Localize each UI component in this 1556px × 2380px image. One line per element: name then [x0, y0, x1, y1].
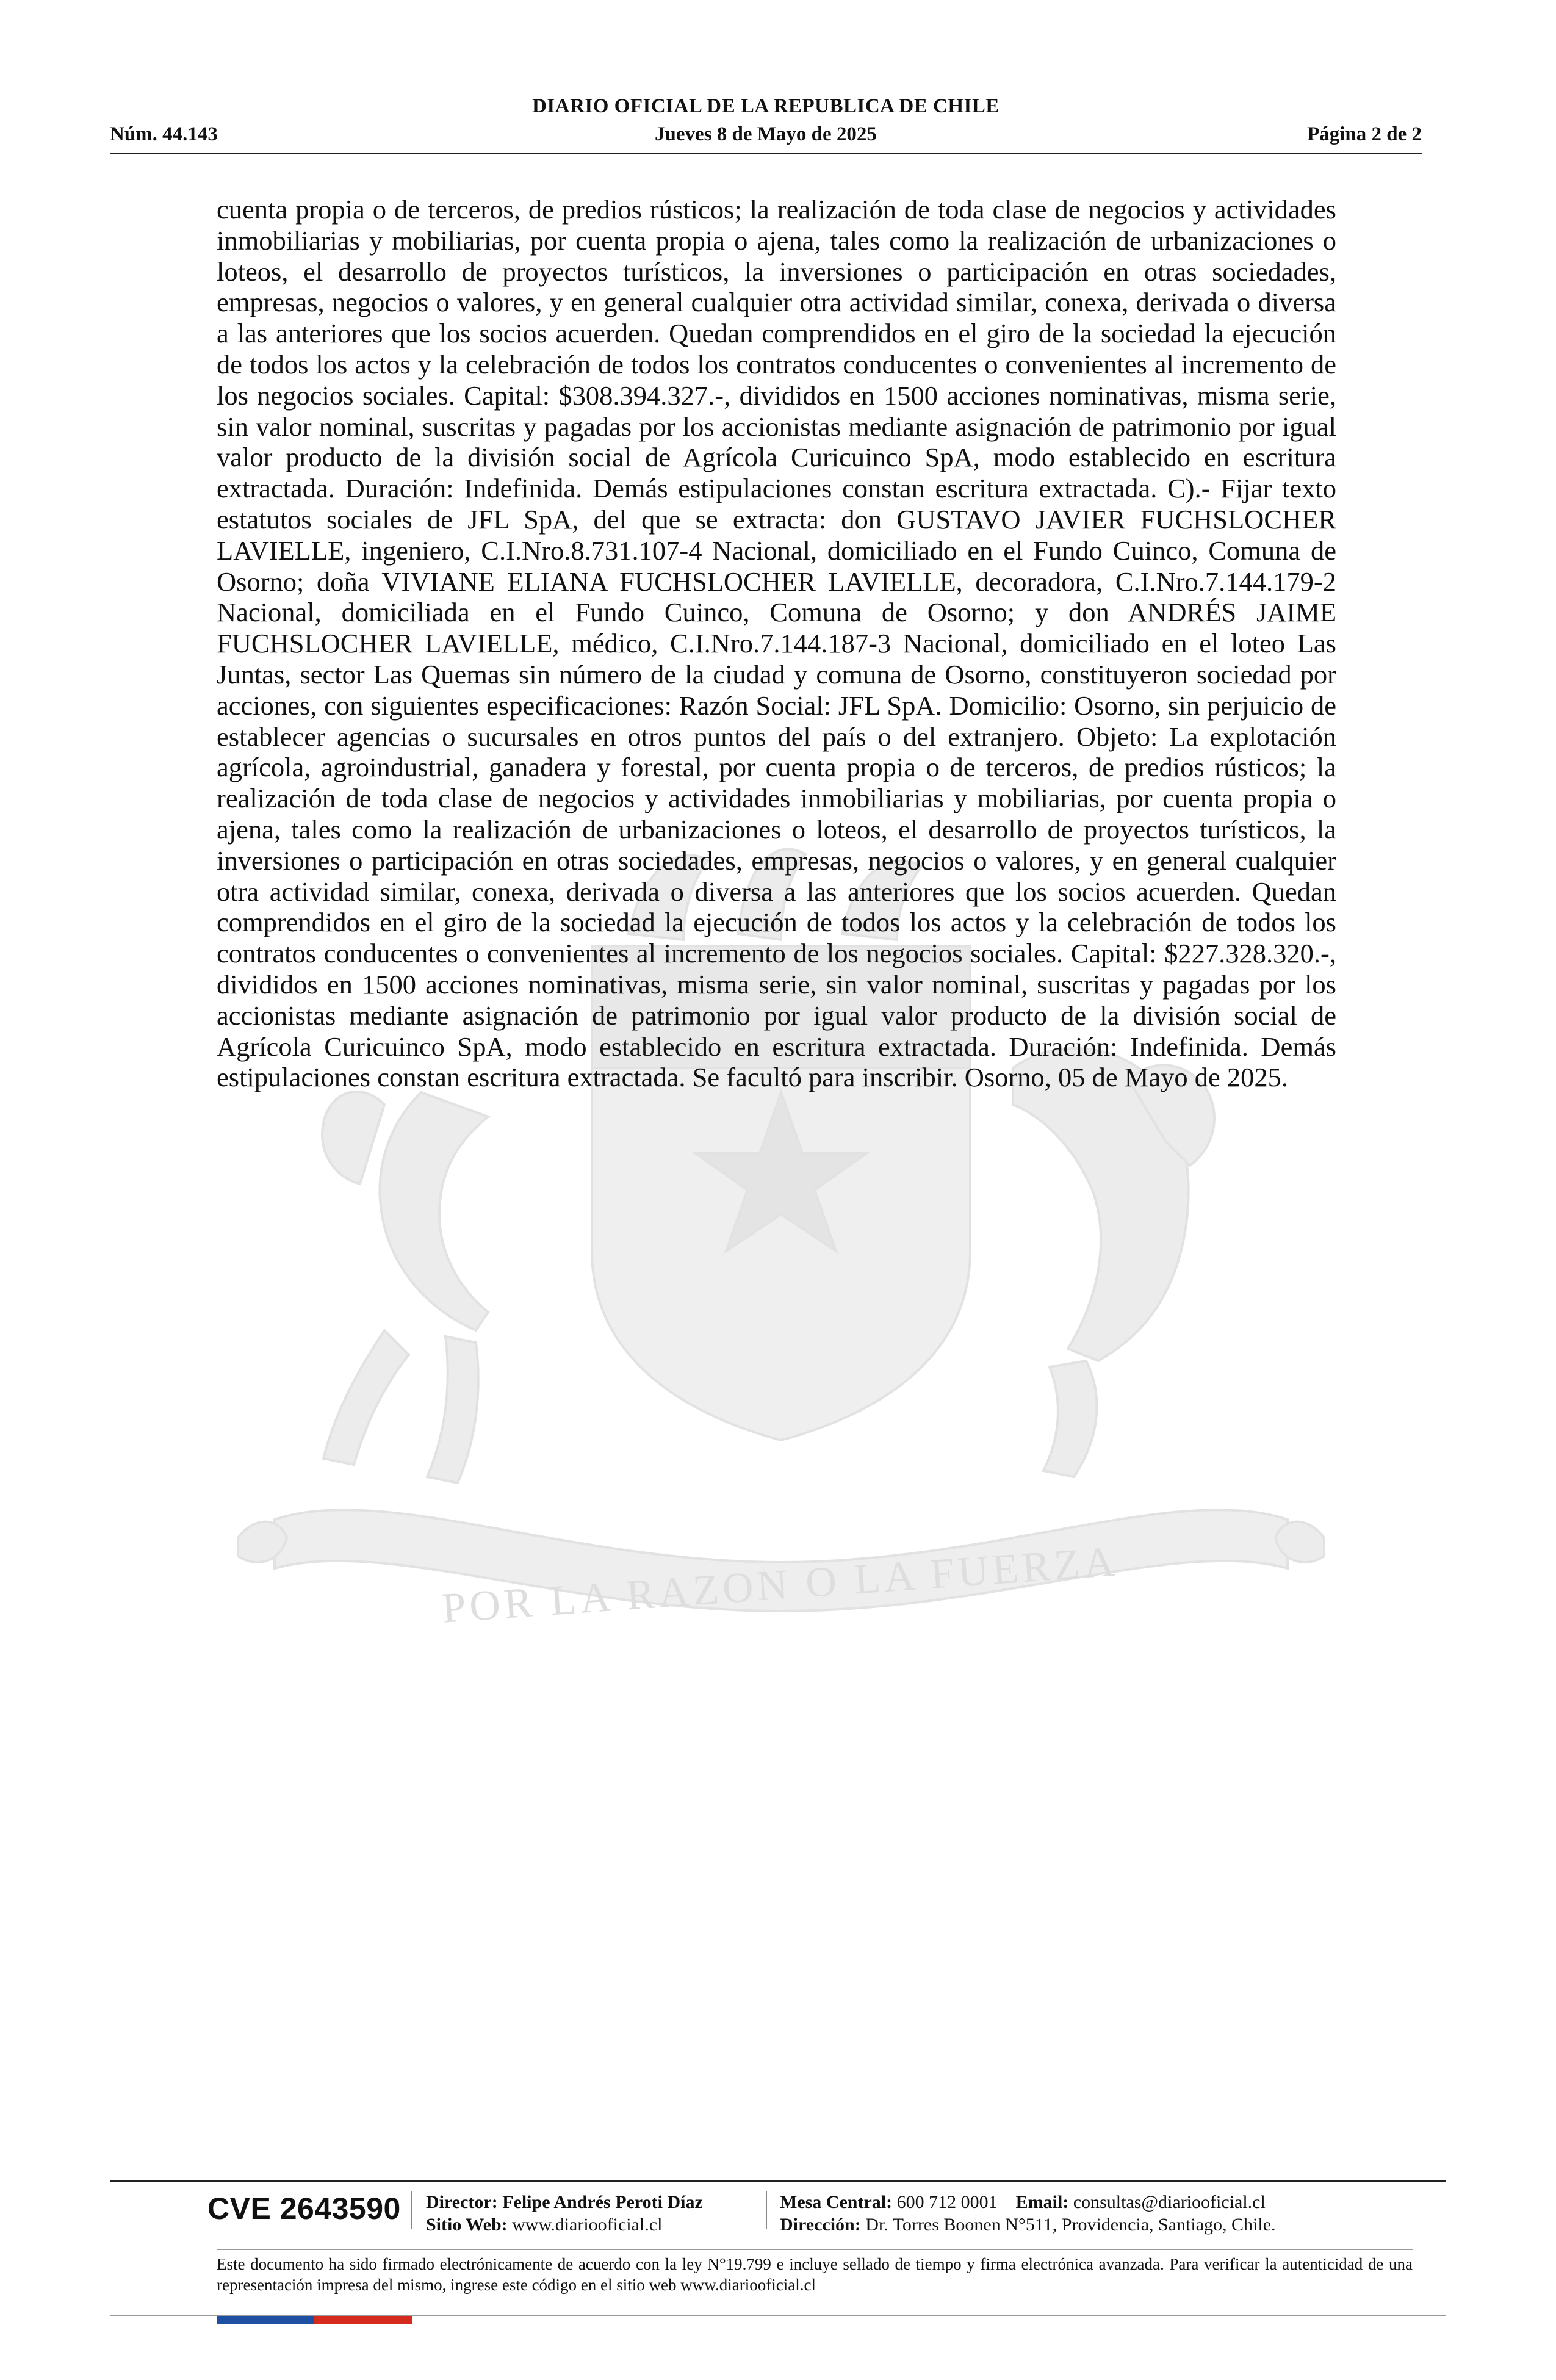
page-indicator: Página 2 de 2	[1307, 123, 1422, 145]
address-label: Dirección:	[780, 2215, 861, 2235]
watermark-motto: POR LA RAZON O LA FUERZA	[440, 1538, 1120, 1632]
email-label: Email:	[1015, 2192, 1069, 2212]
legal-notice: Este documento ha sido firmado electrónicamente de acuerdo con la ley N°19.799 e incluye sellado de tiempo y firma electrónica avanzada. Para verificar la autenticidad de una representación impresa del mismo, ingrese este código en el sitio web www.diariooficial.cl	[217, 2255, 1413, 2294]
footer-contact-block	[780, 2191, 1276, 2236]
publication-title: DIARIO OFICIAL DE LA REPUBLICA DE CHILE	[532, 95, 1000, 117]
document-body	[217, 194, 1336, 1093]
cve-code: CVE 2643590	[207, 2191, 401, 2226]
header-meta-row	[110, 123, 1422, 148]
footer-director-block	[426, 2191, 703, 2236]
director-label: Director:	[426, 2192, 498, 2212]
page-footer	[110, 2182, 1446, 2359]
footer-separator	[411, 2191, 412, 2229]
phone-number: 600 712 0001	[896, 2192, 998, 2212]
flag-red-segment	[314, 2316, 412, 2324]
page-header	[110, 95, 1422, 156]
flag-stripe	[217, 2316, 412, 2324]
footer-separator	[766, 2191, 767, 2229]
phone-label: Mesa Central:	[780, 2192, 893, 2212]
footer-inner-divider	[217, 2249, 1413, 2250]
issue-date: Jueves 8 de Mayo de 2025	[655, 123, 877, 145]
body-paragraph: cuenta propia o de terceros, de predios rústicos; la realización de toda clase de negocios y actividades inmobiliarias y mobiliarias, por cuenta propia o ajena, tales como la realización de urbanizaciones o loteos, el desarrollo de proyectos turísticos, la inversiones o participación en otras sociedades, empresas, negocios o valores, y en general cualquier otra actividad similar, conexa, derivada o diversa a las anteriores que los socios acuerden. Quedan comprendidos en el giro de la sociedad la ejecución de todos los actos y la celebración de todos los contratos conducentes o convenientes al incremento de los negocios sociales. Capital: $308.394.327.-, divididos en 1500 acciones nominativas, misma serie, sin valor nominal, suscritas y pagadas por los accionistas mediante asignación de patrimonio por igual valor producto de la división social de Agrícola Curicuinco SpA, modo establecido en escritura extractada. Duración: Indefinida. Demás estipulaciones constan escritura extractada. C).- Fijar texto estatutos sociales de JFL SpA, del que se extracta: don GUSTAVO JAVIER FUCHSLOCHER LAVIELLE, ingeniero, C.I.Nro.8.731.107-4 Nacional, domiciliado en el Fundo Cuinco, Comuna de Osorno; doña VIVIANE ELIANA FUCHSLOCHER LAVIELLE, decoradora, C.I.Nro.7.144.179-2 Nacional, domiciliada en el Fundo Cuinco, Comuna de Osorno; y don ANDRÉS JAIME FUCHSLOCHER LAVIELLE, médico, C.I.Nro.7.144.187-3 Nacional, domiciliado en el loteo Las Juntas, sector Las Quemas sin número de la ciudad y comuna de Osorno, constituyeron sociedad por acciones, con siguientes especificaciones: Razón Social: JFL SpA. Domicilio: Osorno, sin perjuicio de establecer agencias o sucursales en otros puntos del país o del extranjero. Objeto: La explotación agrícola, agroindustrial, ganadera y forestal, por cuenta propia o de terceros, de predios rústicos; la realización de toda clase de negocios y actividades inmobiliarias y mobiliarias, por cuenta propia o ajena, tales como la realización de urbanizaciones o loteos, el desarrollo de proyectos turísticos, la inversiones o participación en otras sociedades, empresas, negocios o valores, y en general cualquier otra actividad similar, conexa, derivada o diversa a las anteriores que los socios acuerden. Quedan comprendidos en el giro de la sociedad la ejecución de todos los actos y la celebración de todos los contratos conducentes o convenientes al incremento de los negocios sociales. Capital: $227.328.320.-, divididos en 1500 acciones nominativas, misma serie, sin valor nominal, suscritas y pagadas por los accionistas mediante asignación de patrimonio por igual valor producto de la división social de Agrícola Curicuinco SpA, modo establecido en escritura extractada. Duración: Indefinida. Demás estipulaciones constan escritura extractada. Se facultó para inscribir. Osorno, 05 de Mayo de 2025.	[217, 194, 1336, 1093]
website-link[interactable]: www.diariooficial.cl	[512, 2215, 663, 2235]
issue-number: Núm. 44.143	[110, 123, 218, 145]
website-label: Sitio Web:	[426, 2215, 508, 2235]
email-link[interactable]: consultas@diariooficial.cl	[1073, 2192, 1266, 2212]
flag-blue-segment	[217, 2316, 314, 2324]
director-name: Felipe Andrés Peroti Díaz	[502, 2192, 703, 2212]
header-divider	[110, 153, 1422, 154]
address-text: Dr. Torres Boonen N°511, Providencia, Santiago, Chile.	[865, 2215, 1276, 2235]
